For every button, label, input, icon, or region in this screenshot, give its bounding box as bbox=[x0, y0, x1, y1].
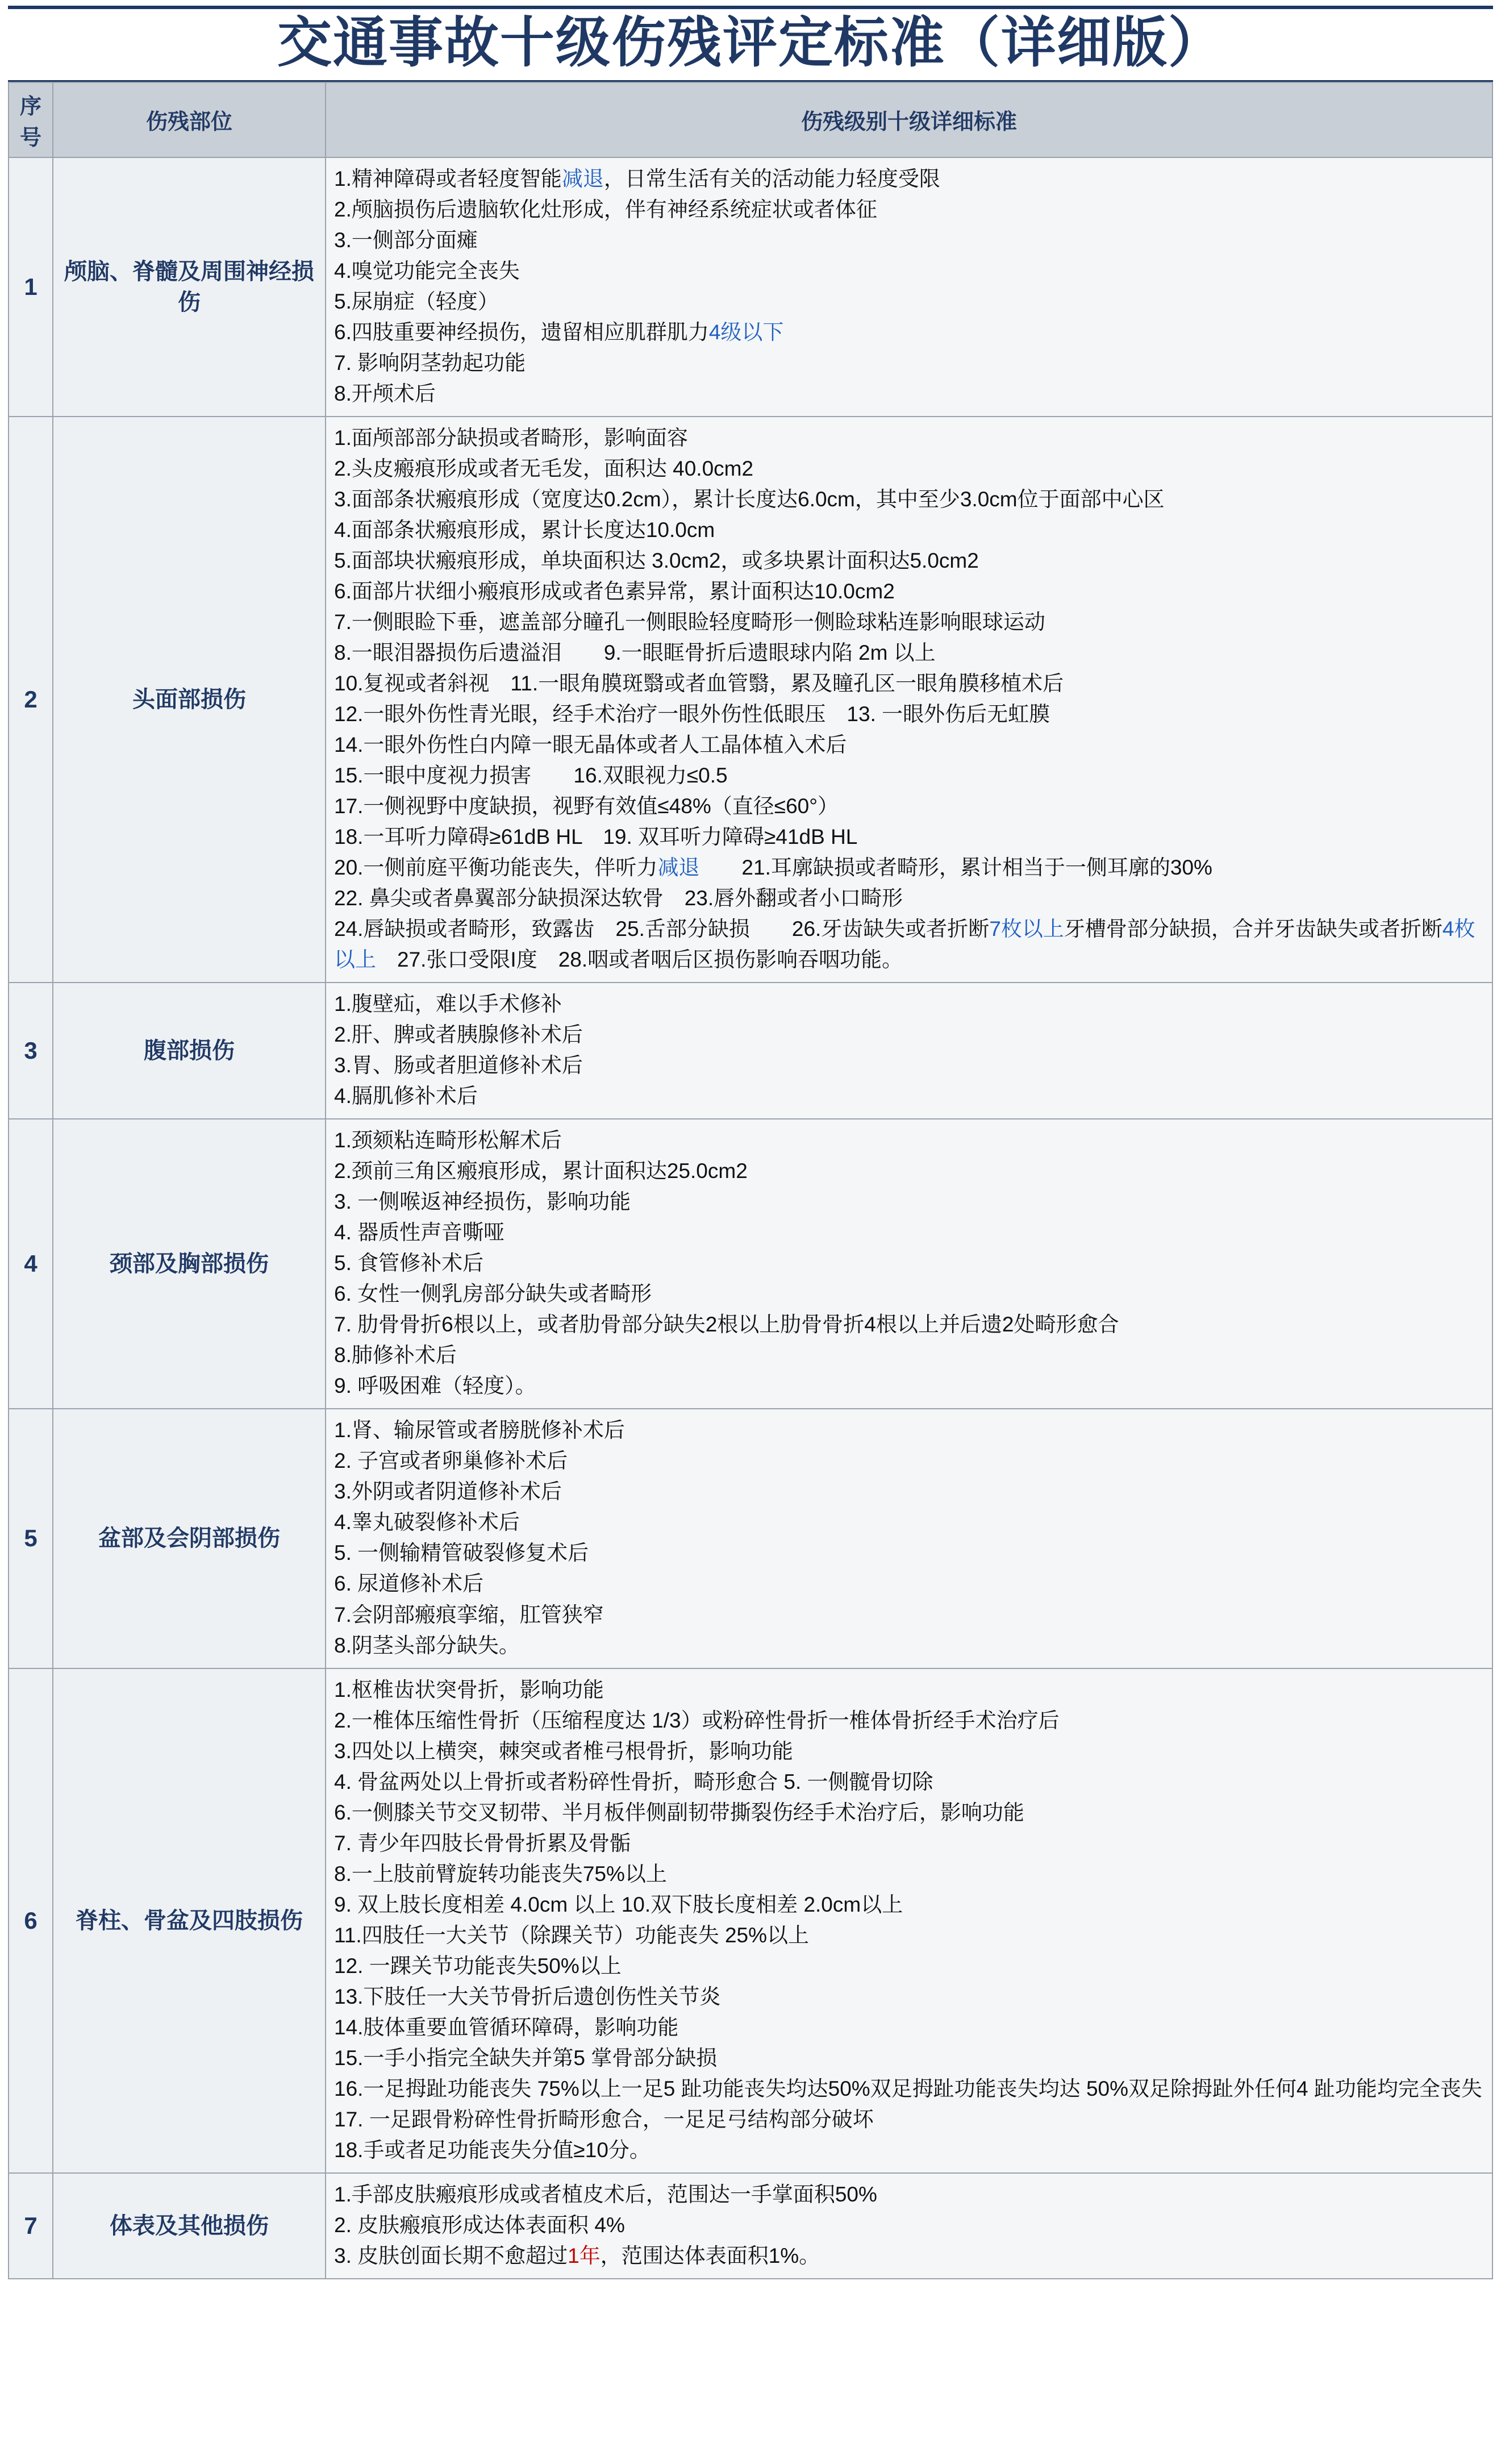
detail-line: 2. 皮肤瘢痕形成达体表面积 4% bbox=[334, 2213, 625, 2237]
row-index: 2 bbox=[9, 417, 53, 983]
row-part-name: 盆部及会阴部损伤 bbox=[53, 1409, 326, 1668]
row-part-name: 头面部损伤 bbox=[53, 417, 326, 983]
detail-line: 1.面颅部部分缺损或者畸形，影响面容 bbox=[334, 426, 688, 449]
detail-line: 16.一足拇趾功能丧失 75%以上一足5 趾功能丧失均达50%双足拇趾功能丧失均达 50%双足除拇趾外任何4 趾功能均完全丧失 bbox=[334, 2076, 1482, 2100]
detail-line: 1.颈颏粘连畸形松解术后 bbox=[334, 1129, 562, 1152]
document-title-bar bbox=[8, 6, 1493, 82]
detail-line: 1.精神障碍或者轻度智能减退，日常生活有关的活动能力轻度受限 bbox=[334, 167, 940, 190]
detail-line: 11.四肢任一大关节（除踝关节）功能丧失 25%以上 bbox=[334, 1923, 810, 1947]
row-index: 3 bbox=[9, 983, 53, 1119]
detail-line: 2.肝、脾或者胰腺修补术后 bbox=[334, 1023, 583, 1047]
detail-line: 4.嗅觉功能完全丧失 bbox=[334, 259, 520, 282]
row-index: 5 bbox=[9, 1409, 53, 1668]
detail-line: 12. 一踝关节功能丧失50%以上 bbox=[334, 1954, 622, 1978]
table-row bbox=[9, 417, 1492, 983]
detail-line: 15.一手小指完全缺失并第5 掌骨部分缺损 bbox=[334, 2046, 718, 2070]
detail-line: 2.颈前三角区瘢痕形成，累计面积达25.0cm2 bbox=[334, 1159, 748, 1183]
row-part-name: 脊柱、骨盆及四肢损伤 bbox=[53, 1668, 326, 2173]
detail-line: 8.一眼泪器损伤后遗溢泪 9.一眼眶骨折后遗眼球内陷 2m 以上 bbox=[334, 641, 936, 665]
table-body bbox=[9, 157, 1492, 2279]
detail-line: 4. 器质性声音嘶哑 bbox=[334, 1221, 505, 1245]
table-row bbox=[9, 983, 1492, 1119]
detail-line: 3.外阴或者阴道修补术后 bbox=[334, 1480, 562, 1504]
detail-line: 14.肢体重要血管循环障碍，影响功能 bbox=[334, 2015, 679, 2039]
row-part-name: 颅脑、脊髓及周围神经损伤 bbox=[53, 157, 326, 417]
detail-line: 6.面部片状细小瘢痕形成或者色素异常，累计面积达10.0cm2 bbox=[334, 580, 895, 603]
table-row bbox=[9, 157, 1492, 417]
row-detail-list bbox=[326, 1119, 1492, 1409]
detail-line: 4.面部条状瘢痕形成，累计长度达10.0cm bbox=[334, 518, 715, 542]
detail-line: 15.一眼中度视力损害 16.双眼视力≤0.5 bbox=[334, 764, 728, 788]
row-index: 1 bbox=[9, 157, 53, 417]
detail-line: 5. 食管修补术后 bbox=[334, 1251, 484, 1275]
detail-line: 1.枢椎齿状突骨折，影响功能 bbox=[334, 1678, 604, 1701]
detail-line: 12.一眼外伤性青光眼，经手术治疗一眼外伤性低眼压 13. 一眼外伤后无虹膜 bbox=[334, 702, 1050, 726]
detail-line: 3. 皮肤创面长期不愈超过1年，范围达体表面积1%。 bbox=[334, 2244, 820, 2267]
detail-line: 1.腹壁疝，难以手术修补 bbox=[334, 992, 562, 1016]
detail-line: 10.复视或者斜视 11.一眼角膜斑翳或者血管翳，累及瞳孔区一眼角膜移植术后 bbox=[334, 672, 1064, 696]
detail-line: 20.一侧前庭平衡功能丧失，伴听力减退 21.耳廓缺损或者畸形，累计相当于一侧耳廓的30% bbox=[334, 856, 1212, 880]
detail-line: 13.下肢任一大关节骨折后遗创伤性关节炎 bbox=[334, 1984, 721, 2008]
detail-line: 2.一椎体压缩性骨折（压缩程度达 1/3）或粉碎性骨折一椎体骨折经手术治疗后 bbox=[334, 1708, 1060, 1732]
table-row bbox=[9, 2173, 1492, 2279]
detail-line: 1.手部皮肤瘢痕形成或者植皮术后，范围达一手掌面积50% bbox=[334, 2182, 877, 2206]
table-row bbox=[9, 1668, 1492, 2173]
detail-line: 7. 影响阴茎勃起功能 bbox=[334, 351, 526, 374]
row-part-name: 腹部损伤 bbox=[53, 983, 326, 1119]
detail-line: 4. 骨盆两处以上骨折或者粉碎性骨折，畸形愈合 5. 一侧髋骨切除 bbox=[334, 1770, 933, 1793]
detail-line: 5.尿崩症（轻度） bbox=[334, 289, 499, 313]
table-row bbox=[9, 1409, 1492, 1668]
row-detail-list bbox=[326, 2173, 1492, 2279]
detail-line: 8.开颅术后 bbox=[334, 381, 436, 405]
row-detail-list bbox=[326, 983, 1492, 1119]
detail-line: 9. 双上肢长度相差 4.0cm 以上 10.双下肢长度相差 2.0cm以上 bbox=[334, 1892, 903, 1916]
row-index: 4 bbox=[9, 1119, 53, 1409]
table-row bbox=[9, 1119, 1492, 1409]
detail-line: 5.面部块状瘢痕形成，单块面积达 3.0cm2，或多块累计面积达5.0cm2 bbox=[334, 548, 979, 572]
detail-line: 24.唇缺损或者畸形，致露齿 25.舌部分缺损 26.牙齿缺失或者折断7枚以上牙槽骨部分缺损，合并牙齿缺失或者折断4枚以上 27.张口受限I度 28.咽或者咽后区损伤影响吞咽功能。 bbox=[334, 917, 1475, 972]
row-detail-list bbox=[326, 1668, 1492, 2173]
detail-line: 3.胃、肠或者胆道修补术后 bbox=[334, 1054, 583, 1077]
detail-line: 22. 鼻尖或者鼻翼部分缺损深达软骨 23.唇外翻或者小口畸形 bbox=[334, 886, 903, 910]
detail-line: 6.四肢重要神经损伤，遗留相应肌群肌力4级以下 bbox=[334, 320, 784, 344]
detail-line: 2.颅脑损伤后遗脑软化灶形成，伴有神经系统症状或者体征 bbox=[334, 197, 877, 221]
column-header-part: 伤残部位 bbox=[53, 82, 326, 157]
detail-line: 6. 女性一侧乳房部分缺失或者畸形 bbox=[334, 1282, 652, 1306]
detail-line: 4.睾丸破裂修补术后 bbox=[334, 1510, 520, 1534]
detail-line: 17. 一足跟骨粉碎性骨折畸形愈合，一足足弓结构部分破坏 bbox=[334, 2107, 874, 2131]
column-header-detail: 伤残级别十级详细标准 bbox=[326, 82, 1492, 157]
detail-line: 2. 子宫或者卵巢修补术后 bbox=[334, 1449, 568, 1473]
row-part-name: 体表及其他损伤 bbox=[53, 2173, 326, 2279]
detail-line: 2.头皮瘢痕形成或者无毛发，面积达 40.0cm2 bbox=[334, 456, 754, 480]
row-index: 7 bbox=[9, 2173, 53, 2279]
detail-line: 7.会阴部瘢痕挛缩，肛管狭窄 bbox=[334, 1603, 604, 1626]
detail-line: 18.一耳听力障碍≥61dB HL 19. 双耳听力障碍≥41dB HL bbox=[334, 825, 858, 849]
detail-line: 6. 尿道修补术后 bbox=[334, 1572, 484, 1596]
row-detail-list bbox=[326, 417, 1492, 983]
disability-standard-table bbox=[8, 82, 1493, 2279]
row-part-name: 颈部及胸部损伤 bbox=[53, 1119, 326, 1409]
detail-line: 7. 肋骨骨折6根以上，或者肋骨部分缺失2根以上肋骨骨折4根以上并后遗2处畸形愈合 bbox=[334, 1313, 1119, 1337]
detail-line: 4.膈肌修补术后 bbox=[334, 1084, 478, 1108]
detail-line: 9. 呼吸困难（轻度）。 bbox=[334, 1374, 536, 1398]
detail-line: 8.阴茎头部分缺失。 bbox=[334, 1633, 520, 1657]
detail-line: 7.一侧眼睑下垂，遮盖部分瞳孔一侧眼睑轻度畸形一侧睑球粘连影响眼球运动 bbox=[334, 610, 1045, 634]
detail-line: 8.一上肢前臂旋转功能丧失75%以上 bbox=[334, 1862, 667, 1886]
detail-line: 3. 一侧喉返神经损伤，影响功能 bbox=[334, 1190, 631, 1214]
detail-line: 3.四处以上横突，棘突或者椎弓根骨折，影响功能 bbox=[334, 1739, 793, 1763]
page-title: 交通事故十级伤残评定标准（详细版） bbox=[277, 13, 1224, 73]
row-detail-list bbox=[326, 1409, 1492, 1668]
detail-line: 14.一眼外伤性白内障一眼无晶体或者人工晶体植入术后 bbox=[334, 733, 847, 757]
detail-line: 5. 一侧输精管破裂修复术后 bbox=[334, 1541, 589, 1565]
detail-line: 6.一侧膝关节交叉韧带、半月板伴侧副韧带撕裂伤经手术治疗后，影响功能 bbox=[334, 1800, 1024, 1824]
table-header-row bbox=[9, 82, 1492, 157]
detail-line: 3.面部条状瘢痕形成（宽度达0.2cm），累计长度达6.0cm，其中至少3.0cm位于面部中心区 bbox=[334, 487, 1165, 511]
column-header-index: 序号 bbox=[9, 82, 53, 157]
detail-line: 18.手或者足功能丧失分值≥10分。 bbox=[334, 2138, 651, 2162]
detail-line: 3.一侧部分面瘫 bbox=[334, 228, 478, 252]
detail-line: 17.一侧视野中度缺损，视野有效值≤48%（直径≤60°） bbox=[334, 794, 839, 818]
detail-line: 7. 青少年四肢长骨骨折累及骨骺 bbox=[334, 1831, 631, 1855]
row-detail-list bbox=[326, 157, 1492, 417]
detail-line: 8.肺修补术后 bbox=[334, 1343, 457, 1367]
row-index: 6 bbox=[9, 1668, 53, 2173]
detail-line: 1.肾、输尿管或者膀胱修补术后 bbox=[334, 1418, 625, 1442]
